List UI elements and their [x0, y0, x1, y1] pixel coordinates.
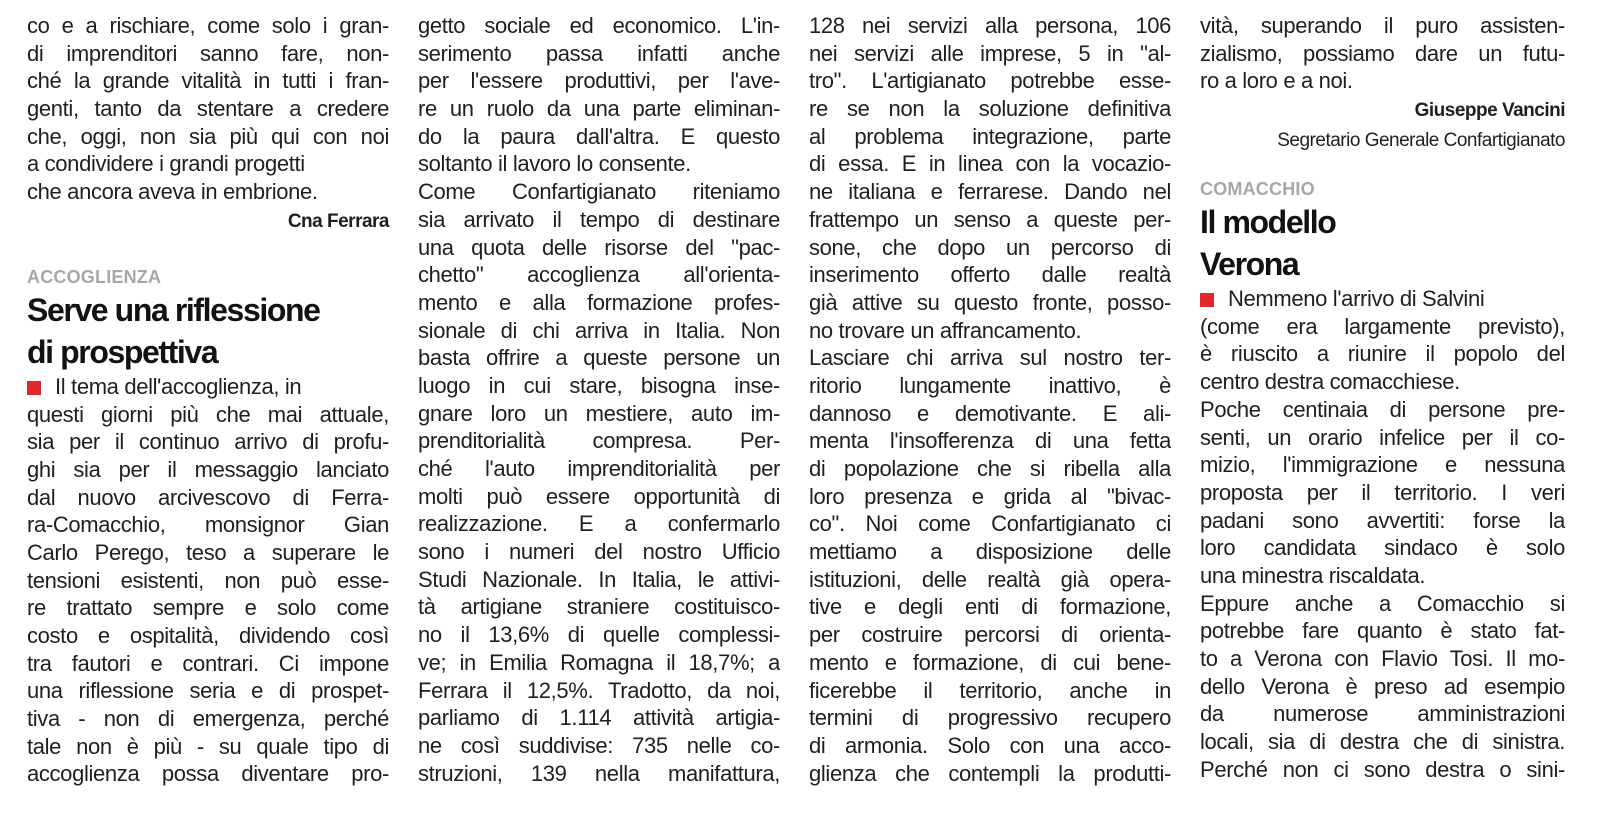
- text-line: per l'essere produttivi, per l'ave-: [418, 68, 780, 94]
- text-line: mento e alla formazione profes-: [418, 289, 780, 315]
- text-line: frattempo un senso a queste per-: [809, 206, 1171, 232]
- text-line: inserimento offerto dalle realtà: [809, 262, 1171, 288]
- text-line: proposta per il territorio. I veri: [1200, 479, 1565, 505]
- red-square-bullet: [1200, 293, 1214, 307]
- text-line: sono i numeri del nostro Ufficio: [418, 539, 780, 565]
- headline-line: Verona: [1200, 246, 1299, 283]
- text-line: (come era largamente previsto),: [1200, 313, 1565, 339]
- column-1: [27, 12, 389, 788]
- text-line: ché l'auto imprenditorialità per: [418, 456, 780, 481]
- text-line: da numerose amministrazioni: [1200, 701, 1565, 727]
- text-line: glienza che contempli la produtti-: [809, 760, 1171, 786]
- text-line: sia arrivato il tempo di destinare: [418, 206, 780, 232]
- text-line: tra fautori e contrari. Ci impone: [27, 650, 389, 676]
- text-line: già attive su questo fronte, posso-: [809, 289, 1171, 315]
- text-line: co". Noi come Confartigianato ci: [809, 511, 1171, 537]
- text-line: tà artigiane straniere costituisco-: [418, 594, 780, 620]
- text-line: di armonia. Solo con una acco-: [809, 732, 1171, 758]
- text-line: che, oggi, non sia più qui con noi: [27, 123, 389, 149]
- text-line: una quota delle risorse del "pac-: [418, 234, 780, 260]
- text-line: luogo in cui stare, bisogna inse-: [418, 372, 780, 398]
- headline-line: Serve una riflessione: [27, 291, 320, 328]
- text-line: struzioni, 139 nella manifattura,: [418, 760, 780, 786]
- text-line: Il tema dell'accoglienza, in: [27, 373, 389, 401]
- text-line: potrebbe fare quanto è stato fat-: [1200, 618, 1565, 644]
- text-line: accoglienza possa diventare pro-: [27, 761, 389, 787]
- text-line: no il 13,6% di quelle complessi-: [418, 622, 780, 648]
- article-headline: [1200, 201, 1565, 285]
- text-line: padani sono avvertiti: forse la: [1200, 507, 1565, 533]
- signature: Giuseppe Vancini: [1414, 100, 1565, 122]
- text-line: sia per il continuo arrivo di profu-: [27, 429, 389, 455]
- text-line: Studi Nazionale. In Italia, le attivi-: [418, 566, 780, 592]
- text-line: mizio, l'immigrazione e nessuna: [1200, 452, 1565, 478]
- text-line: getto sociale ed economico. L'in-: [418, 13, 780, 38]
- text-line: per costruire percorsi di orienta-: [809, 622, 1171, 648]
- text-line: costo e ospitalità, dividendo così: [27, 623, 389, 648]
- text-line: è riuscito a riunire il popolo del: [1200, 341, 1565, 367]
- signature-role: Segretario Generale Confartigianato: [1277, 130, 1565, 152]
- text-line: vità, superando il puro assisten-: [1200, 13, 1565, 38]
- text-line: tale non è più - su quale tipo di: [27, 733, 389, 759]
- text-line: ve; in Emilia Romagna il 18,7%; a: [418, 649, 780, 675]
- text-line: re trattato sempre e solo come: [27, 595, 389, 621]
- text-line: di imprenditori sanno fare, non-: [27, 40, 389, 66]
- text-line: ne così suddivise: 735 nelle co-: [418, 732, 780, 758]
- text-line: una riflessione seria e di prospet-: [27, 678, 389, 704]
- text-line: ra-Comacchio, monsignor Gian: [27, 512, 389, 538]
- text-line: dal nuovo arcivescovo di Ferra-: [27, 484, 389, 510]
- text-line: una minestra riscaldata.: [1200, 562, 1426, 588]
- text-line: termini di progressivo recupero: [809, 705, 1171, 731]
- text-line: ficerebbe il territorio, anche in: [809, 677, 1171, 703]
- text-line: realizzazione. E a confermarlo: [418, 511, 780, 537]
- text-line: ché la grande vitalità in tutti i fran-: [27, 68, 389, 94]
- text-line: menta l'insofferenza di una fetta: [809, 428, 1171, 454]
- text-line: serimento passa infatti anche: [418, 40, 780, 66]
- text-line: parliamo di 1.114 attività artigia-: [418, 705, 780, 731]
- text-line: dannoso e demotivante. E ali-: [809, 400, 1171, 426]
- text-line: Nemmeno l'arrivo di Salvini: [1200, 285, 1565, 313]
- text-line: soltanto il lavoro lo consente.: [418, 151, 691, 177]
- text-line: genti, tanto da stentare a credere: [27, 96, 389, 122]
- column-2: [418, 12, 780, 787]
- text-line: centro destra comacchiese.: [1200, 369, 1460, 395]
- text-line: mettiamo a disposizione delle: [809, 539, 1171, 565]
- text-line: Come Confartigianato riteniamo: [418, 179, 780, 205]
- signature: Cna Ferrara: [287, 210, 389, 232]
- text-line: zialismo, possiamo dare un futu-: [1200, 40, 1565, 66]
- text-line: molti può essere opportunità di: [418, 483, 780, 509]
- article-body: [1200, 285, 1565, 783]
- article-headline: [27, 289, 389, 373]
- text-line: sionale di chi arriva in Italia. Non: [418, 317, 780, 343]
- text-line: senti, un orario infelice per il co-: [1200, 424, 1565, 450]
- text-line: basta offrire a queste persone un: [418, 345, 780, 371]
- text-line: al problema integrazione, parte: [809, 123, 1171, 149]
- text-line: no trovare un affrancamento.: [809, 317, 1082, 343]
- text-line: gnare loro un mestiere, auto im-: [418, 400, 780, 426]
- text-line: chetto" accoglienza all'orienta-: [418, 262, 780, 288]
- text-line: loro candidata sindaco è solo: [1200, 535, 1565, 561]
- article-continuation: [27, 12, 389, 206]
- text-line: ro a loro e a noi.: [1200, 68, 1353, 94]
- text-line: mento e formazione, di cui bene-: [809, 649, 1171, 675]
- text-line: tensioni esistenti, non può esse-: [27, 567, 389, 593]
- text-line: Perché non ci sono destra o sini-: [1200, 756, 1565, 782]
- headline-line: di prospettiva: [27, 333, 218, 370]
- text-line: ne italiana e ferrarese. Dando nel: [809, 179, 1171, 205]
- text-line: Eppure anche a Comacchio si: [1200, 590, 1565, 616]
- text-line: nei servizi alle imprese, 5 in "al-: [809, 40, 1171, 66]
- text-line: co e a rischiare, come solo i gran-: [27, 13, 389, 38]
- text-line: ritorio lungamente inattivo, è: [809, 372, 1171, 398]
- text-line: sone, che dopo un percorso di: [809, 234, 1171, 260]
- headline-line: Il modello: [1200, 204, 1336, 241]
- text-line: Poche centinaia di persone pre-: [1200, 396, 1565, 422]
- text-line: Carlo Perego, teso a superare le: [27, 539, 389, 565]
- text-line: istituzioni, delle realtà già opera-: [809, 566, 1171, 592]
- text-line: re se non la soluzione definitiva: [809, 96, 1171, 122]
- text-line: re un ruolo da una parte eliminan-: [418, 96, 780, 122]
- section-kicker: COMACCHIO: [1200, 179, 1315, 200]
- text-line: do la paura dall'altra. E questo: [418, 123, 780, 149]
- text-line: tive e degli enti di formazione,: [809, 594, 1171, 620]
- text-line: loro presenza e grida al "bivac-: [809, 483, 1171, 509]
- article-body: [27, 373, 389, 788]
- text-line: dello Verona è preso ad esempio: [1200, 673, 1565, 699]
- text-line: locali, sia di destra che di sinistra.: [1200, 729, 1565, 755]
- section-kicker: ACCOGLIENZA: [27, 266, 162, 287]
- text-line: di essa. E in linea con la vocazio-: [809, 151, 1171, 177]
- text-line: a condividere i grandi progetti: [27, 151, 305, 177]
- text-line: ghi sia per il messaggio lanciato: [27, 456, 389, 482]
- column-3: [809, 12, 1171, 787]
- text-line: prenditorialità compresa. Per-: [418, 428, 780, 454]
- text-line: Ferrara il 12,5%. Tradotto, da noi,: [418, 677, 780, 703]
- text-line: 128 nei servizi alla persona, 106: [809, 13, 1171, 38]
- text-line: di popolazione che si ribella alla: [809, 456, 1171, 481]
- red-square-bullet: [27, 381, 41, 395]
- text-line: Lasciare chi arriva sul nostro ter-: [809, 345, 1171, 371]
- text-line: questi giorni più che mai attuale,: [27, 401, 389, 427]
- text-line: tro". L'artigianato potrebbe esse-: [809, 68, 1171, 94]
- text-line: che ancora aveva in embrione.: [27, 179, 318, 205]
- text-line: tiva - non di emergenza, perché: [27, 706, 389, 732]
- column-4: [1200, 12, 1565, 783]
- text-line: to a Verona con Flavio Tosi. Il mo-: [1200, 646, 1565, 671]
